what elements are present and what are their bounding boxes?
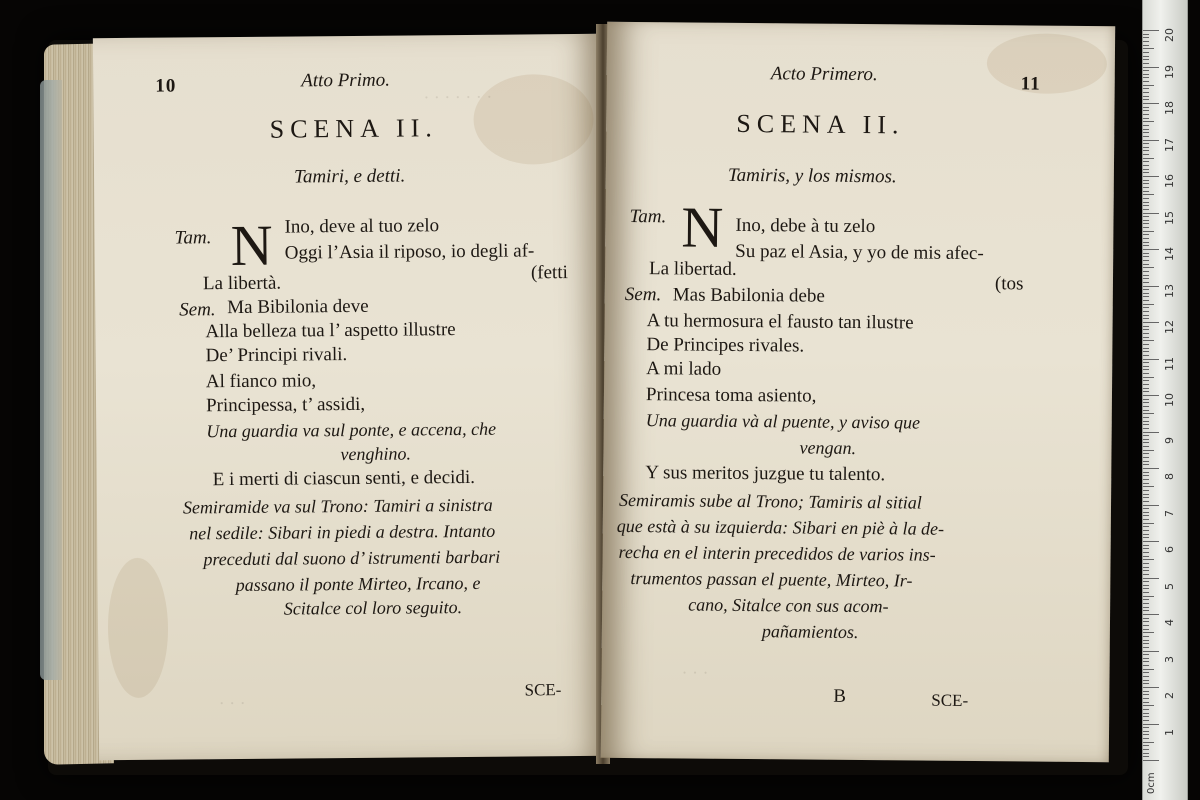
ruler-tick [1143, 165, 1149, 166]
ruler-tick [1143, 59, 1149, 60]
ruler-tick [1143, 548, 1149, 549]
ruler-tick [1143, 289, 1149, 290]
ruler-tick [1143, 307, 1149, 308]
right-catchword: SCE- [931, 690, 969, 710]
verse-line: Alla belleza tua l’ aspetto illustre [205, 319, 456, 343]
ruler-tick [1143, 202, 1149, 203]
ruler-tick [1143, 220, 1149, 221]
stage-direction: que està à su izquierda: Sibari en piè à la de- [616, 515, 945, 539]
ruler-tick [1143, 231, 1154, 232]
ruler-tick [1143, 216, 1149, 217]
ruler-tick [1143, 694, 1149, 695]
ruler-tick [1143, 651, 1159, 652]
ruler-number: 20 [1163, 28, 1176, 42]
ruler-tick [1143, 526, 1149, 527]
ruler-tick [1143, 629, 1149, 630]
fore-edge-cover [40, 80, 62, 680]
ruler-tick [1143, 143, 1149, 144]
ruler-tick [1143, 205, 1149, 206]
ruler-tick [1143, 636, 1149, 637]
ruler-tick [1143, 603, 1149, 604]
ruler-tick [1143, 661, 1149, 662]
ruler-tick [1143, 154, 1149, 155]
verse-line: Su paz el Asia, y yo de mis afec- [735, 240, 984, 265]
right-running-head: Acto Primero. [770, 63, 878, 86]
ruler-number: 1 [1163, 728, 1176, 736]
ruler-tick [1143, 311, 1149, 312]
ruler-tick [1143, 607, 1149, 608]
ruler-tick [1143, 271, 1149, 272]
ruler-tick [1143, 413, 1154, 414]
ruler-tick [1143, 150, 1149, 151]
ruler-tick [1143, 512, 1149, 513]
ruler-tick [1143, 85, 1154, 86]
right-page [601, 22, 1115, 762]
ruler-tick [1143, 676, 1149, 677]
ruler-tick [1143, 322, 1159, 323]
ruler-tick [1143, 125, 1149, 126]
verse-line: Ino, deve al tuo zelo [284, 215, 440, 238]
ruler-tick [1143, 169, 1149, 170]
ruler-tick [1143, 450, 1154, 451]
left-page [93, 34, 607, 760]
stage-direction: nel sedile: Sibari in piedi a destra. Intanto [189, 520, 496, 544]
verse-line: Ino, debe à tu zelo [735, 214, 876, 238]
right-scene-title: SCENA II. [736, 108, 905, 140]
ruler-tick [1143, 391, 1149, 392]
stage-direction: Una guardia va sul ponte, e accena, che [206, 418, 497, 442]
ruler-tick [1143, 599, 1149, 600]
paper-stain [107, 558, 168, 699]
ruler-tick [1143, 640, 1149, 641]
stage-direction: venghino. [340, 443, 412, 465]
stage-direction: vengan. [799, 437, 857, 458]
ruler-tick [1143, 702, 1149, 703]
ruler-tick [1143, 344, 1149, 345]
ruler-number: 10 [1163, 393, 1176, 407]
ruler-tick [1143, 293, 1149, 294]
ruler-tick [1143, 457, 1149, 458]
ruler-tick [1143, 683, 1149, 684]
ruler-tick [1143, 70, 1149, 71]
ruler-tick [1143, 362, 1149, 363]
verse-turnover: (tos [994, 273, 1024, 295]
ruler-tick [1143, 107, 1149, 108]
ruler-tick [1143, 99, 1149, 100]
stage-direction: Semiramis sube al Trono; Tamiris al sitial [618, 489, 922, 513]
ruler-number: 19 [1163, 64, 1176, 79]
verse-line: Al fianco mio, [205, 370, 317, 393]
ruler-tick [1143, 333, 1149, 334]
ruler-tick [1143, 610, 1149, 611]
ruler-tick [1143, 654, 1149, 655]
verse-line: Principessa, t’ assidi, [205, 393, 366, 417]
stage-direction: recha en el interin precedidos de varios ins- [618, 541, 936, 565]
ruler-tick [1143, 242, 1149, 243]
verse-line: Oggi l’Asia il riposo, io degli af- [284, 240, 535, 264]
ruler-tick [1143, 88, 1149, 89]
ruler-tick [1143, 760, 1159, 761]
ruler-tick [1143, 545, 1149, 546]
ruler-tick [1143, 37, 1149, 38]
verse-line: A tu hermosura el fausto tan ilustre [646, 310, 914, 334]
measuring-ruler [1142, 0, 1188, 800]
ruler-tick [1143, 77, 1149, 78]
stage-direction: passano il ponte Mirteo, Ircano, e [235, 572, 481, 596]
speaker-label: Sem. [624, 283, 662, 306]
ruler-tick [1143, 67, 1159, 68]
ruler-tick [1143, 183, 1149, 184]
ruler-tick [1143, 483, 1149, 484]
right-cast-line: Tamiris, y los mismos. [727, 164, 897, 188]
verse-turnover: (fetti [530, 262, 568, 284]
show-through-text: · · · · · · · [423, 86, 493, 108]
ruler-tick [1143, 585, 1149, 586]
ruler-number: 3 [1163, 655, 1176, 663]
ruler-tick [1143, 187, 1149, 188]
ruler-tick [1143, 556, 1149, 557]
ruler-tick [1143, 286, 1159, 287]
ruler-tick [1143, 275, 1149, 276]
ruler-tick [1143, 380, 1149, 381]
ruler-tick [1143, 567, 1149, 568]
ruler-tick [1143, 63, 1149, 64]
ruler-tick [1143, 191, 1149, 192]
ruler-tick [1143, 421, 1149, 422]
verse-line: Y sus meritos juzgue tu talento. [645, 462, 886, 486]
ruler-tick [1143, 442, 1149, 443]
ruler-tick [1143, 439, 1149, 440]
ruler-tick [1143, 486, 1154, 487]
ruler-tick [1143, 720, 1149, 721]
ruler-tick [1143, 45, 1149, 46]
ruler-tick [1143, 745, 1149, 746]
ruler-tick [1143, 223, 1149, 224]
ruler-tick [1143, 417, 1149, 418]
paper-stain [987, 33, 1108, 94]
ruler-tick [1143, 395, 1159, 396]
ruler-tick [1143, 399, 1149, 400]
ruler-tick [1143, 570, 1149, 571]
ruler-tick [1143, 355, 1149, 356]
ruler-tick [1143, 369, 1149, 370]
ruler-number: 15 [1163, 210, 1176, 225]
ruler-number: 18 [1163, 101, 1176, 115]
ruler-tick [1143, 643, 1149, 644]
ruler-tick [1143, 464, 1149, 465]
ruler-tick [1143, 709, 1149, 710]
ruler-tick [1143, 318, 1149, 319]
ruler-tick [1143, 315, 1149, 316]
ruler-tick [1143, 282, 1149, 283]
ruler-tick [1143, 515, 1149, 516]
left-drop-cap: N [230, 212, 273, 279]
ruler-tick [1143, 176, 1159, 177]
ruler-number: 9 [1163, 436, 1176, 444]
verse-line: Mas Babilonia debe [672, 284, 825, 307]
ruler-tick [1143, 618, 1149, 619]
ruler-tick [1143, 724, 1159, 725]
ruler-tick [1143, 256, 1149, 257]
ruler-tick [1143, 234, 1149, 235]
speaker-label: Tam. [629, 205, 667, 228]
ruler-number: 13 [1163, 283, 1176, 298]
ruler-tick [1143, 687, 1159, 688]
stage-direction: trumentos passan el puente, Mirteo, Ir- [630, 568, 913, 591]
ruler-tick [1143, 453, 1149, 454]
ruler-tick [1143, 348, 1149, 349]
ruler-number: 12 [1163, 320, 1176, 334]
ruler-tick [1143, 34, 1149, 35]
ruler-number: 8 [1163, 473, 1176, 480]
ruler-tick [1143, 508, 1149, 509]
ruler-tick [1143, 213, 1159, 214]
left-folio: 10 [155, 75, 177, 97]
ruler-tick [1143, 384, 1149, 385]
ruler-tick [1143, 245, 1149, 246]
ruler-tick [1143, 267, 1154, 268]
left-scene-title: SCENA II. [269, 113, 438, 144]
ruler-tick [1143, 552, 1149, 553]
ruler-tick [1143, 340, 1154, 341]
left-cast-line: Tamiri, e detti. [293, 165, 406, 188]
ruler-tick [1143, 402, 1149, 403]
ruler-tick [1143, 329, 1149, 330]
ruler-tick [1143, 658, 1149, 659]
ruler-tick [1143, 669, 1154, 670]
speaker-label: Sem. [179, 299, 216, 321]
ruler-tick [1143, 435, 1149, 436]
ruler-tick [1143, 180, 1149, 181]
ruler-tick [1143, 114, 1149, 115]
ruler-tick [1143, 260, 1149, 261]
ruler-tick [1143, 672, 1149, 673]
ruler-tick [1143, 41, 1149, 42]
ruler-tick [1143, 96, 1149, 97]
ruler-number: 5 [1163, 582, 1176, 590]
stage-direction: Scitalce col loro seguito. [283, 597, 463, 619]
right-folio: 11 [1020, 73, 1041, 95]
ruler-tick [1143, 432, 1159, 433]
ruler-tick [1143, 129, 1149, 130]
ruler-tick [1143, 103, 1159, 104]
ruler-tick [1143, 614, 1159, 615]
ruler-tick [1143, 194, 1154, 195]
ruler-tick [1143, 541, 1159, 542]
left-running-head: Atto Primo. [301, 69, 390, 92]
ruler-tick [1143, 698, 1149, 699]
ruler-tick [1143, 497, 1149, 498]
right-drop-cap: N [681, 194, 724, 260]
ruler-tick [1143, 563, 1149, 564]
ruler-tick [1143, 534, 1149, 535]
ruler-tick [1143, 161, 1149, 162]
ruler-tick [1143, 373, 1149, 374]
ruler-tick [1143, 713, 1149, 714]
ruler-tick [1143, 359, 1159, 360]
ruler-tick [1143, 56, 1149, 57]
ruler-number: 17 [1163, 137, 1176, 152]
ruler-tick [1143, 734, 1149, 735]
ruler-tick [1143, 472, 1149, 473]
ruler-tick [1143, 278, 1149, 279]
ruler-tick [1143, 592, 1149, 593]
ruler-tick [1143, 475, 1149, 476]
verse-line: Ma Bibilonia deve [227, 295, 369, 319]
ruler-tick [1143, 227, 1149, 228]
ruler-tick [1143, 479, 1149, 480]
verse-line: De Principes rivales. [646, 334, 805, 357]
ruler-tick [1143, 468, 1159, 469]
ruler-tick [1143, 121, 1154, 122]
ruler-tick [1143, 158, 1154, 159]
ruler-tick [1143, 110, 1149, 111]
ruler-tick [1143, 523, 1154, 524]
ruler-tick [1143, 559, 1154, 560]
ruler-tick [1143, 742, 1154, 743]
stage-direction: preceduti dal suono d’ istrumenti barbari [203, 546, 501, 570]
verse-line: La libertad. [648, 258, 737, 280]
ruler-tick [1143, 519, 1149, 520]
ruler-tick [1143, 537, 1149, 538]
ruler-tick [1143, 749, 1149, 750]
stage-direction: pañamientos. [761, 621, 859, 643]
ruler-tick [1143, 625, 1149, 626]
ruler-number: 14 [1163, 247, 1176, 261]
ruler-tick [1143, 388, 1149, 389]
ruler-tick [1143, 377, 1154, 378]
ruler-tick [1143, 494, 1149, 495]
ruler-tick [1143, 428, 1149, 429]
ruler-tick [1143, 136, 1149, 137]
ruler-tick [1143, 337, 1149, 338]
ruler-tick [1143, 118, 1149, 119]
ruler-tick [1143, 632, 1154, 633]
left-catchword: SCE- [524, 680, 562, 700]
ruler-tick [1143, 300, 1149, 301]
ruler-tick [1143, 756, 1149, 757]
ruler-tick [1143, 578, 1159, 579]
stage-direction: Semiramide va sul Trono: Tamiri a sinistra [182, 494, 493, 518]
ruler-number: 7 [1163, 509, 1176, 517]
verse-line: E i merti di ciascun senti, e decidi. [212, 466, 476, 491]
ruler-tick [1143, 490, 1149, 491]
ruler-tick [1143, 424, 1149, 425]
ruler-tick [1143, 647, 1149, 648]
ruler-tick [1143, 501, 1149, 502]
ruler-tick [1143, 264, 1149, 265]
show-through-text: · · · [218, 692, 246, 714]
verse-line: A mi lado [646, 358, 722, 380]
ruler-tick [1143, 326, 1149, 327]
ruler-tick [1143, 574, 1149, 575]
ruler-tick [1143, 132, 1149, 133]
ruler-tick [1143, 92, 1149, 93]
ruler-tick [1143, 296, 1149, 297]
ruler-tick [1143, 198, 1149, 199]
ruler-number: 6 [1163, 546, 1176, 553]
ruler-tick [1143, 705, 1154, 706]
ruler-tick [1143, 727, 1149, 728]
show-through-text: · · · [681, 662, 709, 683]
ruler-tick [1143, 505, 1159, 506]
ruler-tick [1143, 446, 1149, 447]
verse-line: De’ Principi rivali. [205, 344, 348, 367]
ruler-number: 16 [1163, 174, 1176, 188]
ruler-tick [1143, 351, 1149, 352]
ruler-tick [1143, 680, 1149, 681]
ruler-tick [1143, 304, 1154, 305]
ruler-tick [1143, 140, 1159, 141]
ruler-tick [1143, 596, 1154, 597]
speaker-label: Tam. [174, 227, 212, 249]
ruler-tick [1143, 665, 1149, 666]
ruler-tick [1143, 410, 1149, 411]
ruler-tick [1143, 30, 1159, 31]
ruler-tick [1143, 209, 1149, 210]
ruler-tick [1143, 691, 1149, 692]
ruler-tick [1143, 731, 1149, 732]
ruler-tick [1143, 81, 1149, 82]
ruler-tick [1143, 621, 1149, 622]
ruler-number: 4 [1163, 619, 1176, 626]
ruler-tick [1143, 366, 1149, 367]
ruler-tick [1143, 253, 1149, 254]
ruler-number: 11 [1163, 356, 1176, 371]
stage-direction: Una guardia và al puente, y aviso que [645, 410, 921, 433]
ruler-tick [1143, 530, 1149, 531]
ruler-unit-label: 0cm [1146, 772, 1157, 794]
ruler-number: 2 [1163, 692, 1176, 699]
ruler-tick [1143, 716, 1149, 717]
stage-direction: cano, Sitalce con sus acom- [688, 594, 889, 617]
signature-mark: B [833, 685, 847, 707]
ruler-tick [1143, 461, 1149, 462]
ruler-tick [1143, 48, 1154, 49]
ruler-tick [1143, 52, 1149, 53]
verse-line: Princesa toma asiento, [645, 384, 817, 407]
ruler-tick [1143, 753, 1149, 754]
verse-line: La libertà. [202, 272, 282, 295]
ruler-tick [1143, 588, 1149, 589]
ruler-tick [1143, 172, 1149, 173]
ruler-tick [1143, 238, 1149, 239]
ruler-tick [1143, 406, 1149, 407]
ruler-tick [1143, 147, 1149, 148]
ruler-tick [1143, 738, 1149, 739]
ruler-tick [1143, 581, 1149, 582]
ruler-tick [1143, 249, 1159, 250]
ruler-tick [1143, 74, 1149, 75]
